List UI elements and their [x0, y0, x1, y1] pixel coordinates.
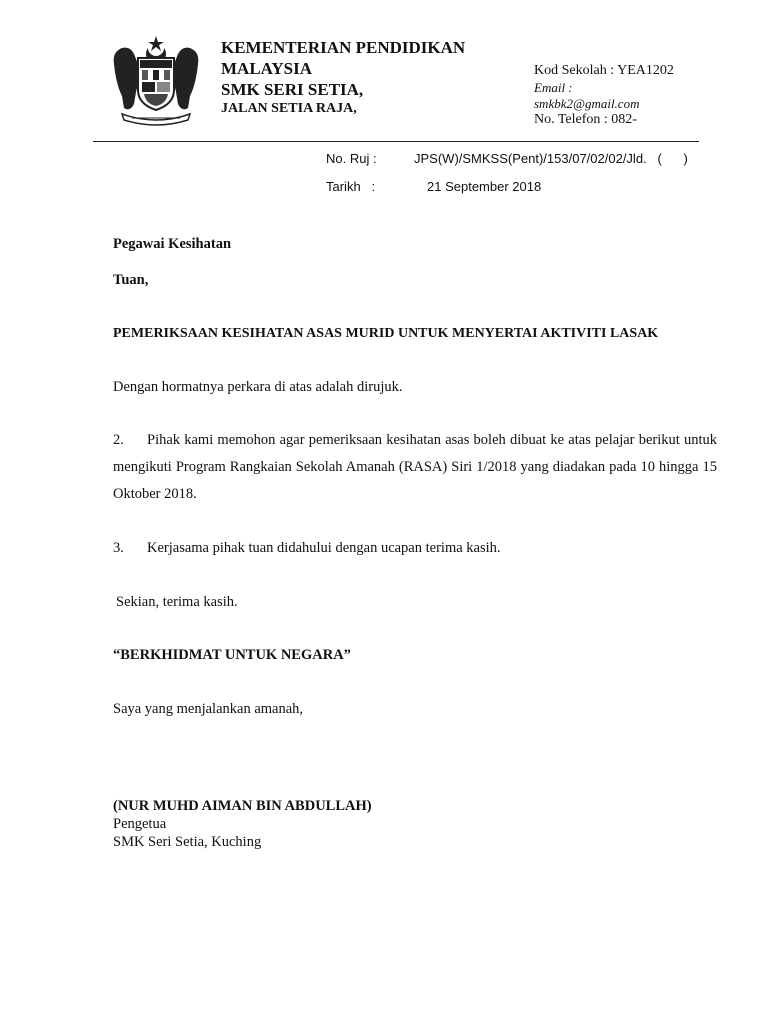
- reference-number-value: JPS(W)/SMKSS(Pent)/153/07/02/02/Jld. ( ): [414, 151, 688, 166]
- school-name: SMK SERI SETIA,: [221, 80, 364, 99]
- paragraph-2: [113, 427, 717, 508]
- date-value: 21 September 2018: [427, 179, 542, 194]
- ministry-name: KEMENTERIAN PENDIDIKAN: [221, 38, 466, 57]
- date-label: Tarikh :: [326, 179, 376, 194]
- paragraph-3-number: 3.: [113, 540, 124, 556]
- recipient: Pegawai Kesihatan: [113, 236, 232, 252]
- salutation: Tuan,: [113, 272, 149, 288]
- signatory-name: (NUR MUHD AIMAN BIN ABDULLAH): [113, 798, 372, 814]
- subject-line: PEMERIKSAAN KESIHATAN ASAS MURID UNTUK MENYERTAI AKTIVITI LASAK: [113, 326, 659, 341]
- school-address: JALAN SETIA RAJA,: [221, 101, 357, 116]
- header-divider: [93, 141, 699, 142]
- paragraph-3-text: Kerjasama pihak tuan didahului dengan ucapan terima kasih.: [147, 540, 501, 556]
- closing-line: Sekian, terima kasih.: [116, 594, 238, 610]
- signatory-title: Pengetua: [113, 816, 167, 832]
- coat-of-arms-logo: [108, 34, 204, 126]
- paragraph-2-text: Pihak kami memohon agar pemeriksaan kesihatan asas boleh dibuat ke atas pelajar berikut untuk mengikuti Program Rangkaian Sekolah Amanah (RASA) Siri 1/2018 yang diadakan pada 10 hingga 15 Oktober 2018.: [113, 432, 717, 502]
- telephone-number: No. Telefon : 082-: [534, 112, 637, 127]
- signatory-school: SMK Seri Setia, Kuching: [113, 834, 262, 850]
- email-label: Email :: [534, 80, 573, 95]
- motto: “BERKHIDMAT UNTUK NEGARA”: [113, 647, 351, 663]
- signoff: Saya yang menjalankan amanah,: [113, 701, 304, 717]
- school-code: Kod Sekolah : YEA1202: [534, 63, 674, 78]
- reference-number-label: No. Ruj :: [326, 151, 377, 166]
- intro-paragraph: Dengan hormatnya perkara di atas adalah dirujuk.: [113, 379, 403, 395]
- paragraph-2-number: 2.: [113, 432, 124, 448]
- country-name: MALAYSIA: [221, 59, 313, 78]
- paragraph-3: [113, 540, 501, 557]
- email-address: smkbk2@gmail.com: [534, 96, 640, 111]
